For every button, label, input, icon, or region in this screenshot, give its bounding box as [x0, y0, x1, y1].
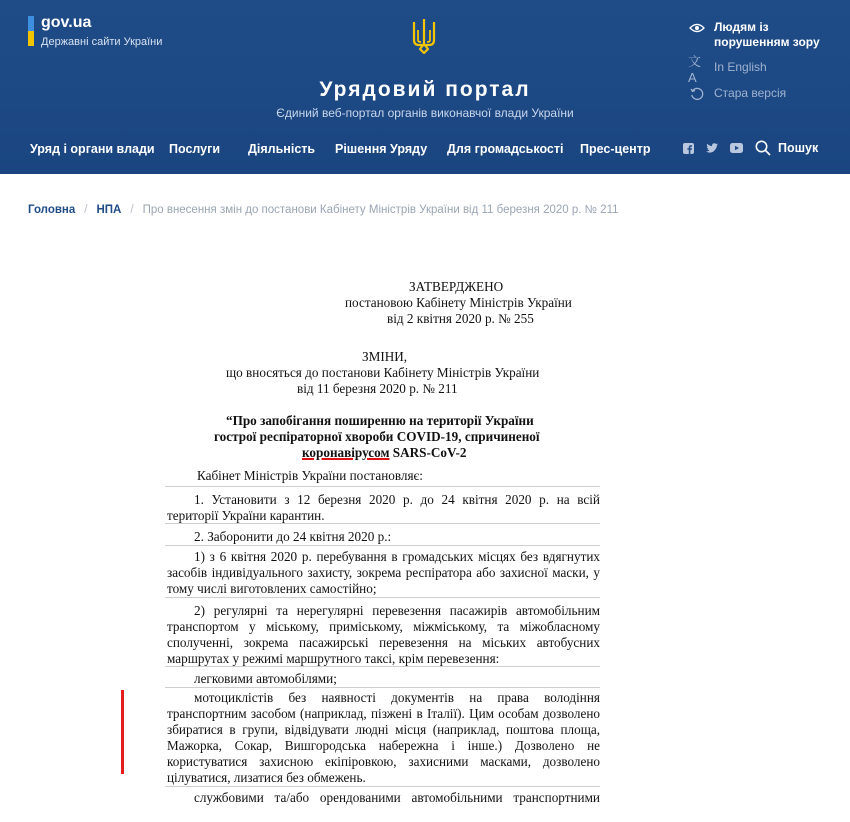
p2-text: 2. Заборонити до 24 квітня 2020 р.: [194, 529, 392, 544]
divider [165, 523, 600, 524]
moto-line-5: користуватися захисною екіпіровкою, захисними масками, дозволено [167, 754, 600, 769]
changes-title: ЗМІНИ, [362, 349, 408, 364]
intro-text: Кабінет Міністрів України постановляє: [197, 468, 423, 483]
p2-2-line-4: маршрутах у режимі маршрутного таксі, крім перевезення: [167, 651, 500, 666]
approved-label: ЗАТВЕРДЖЕНО [409, 279, 504, 294]
approved-by: постановою Кабінету Міністрів України [345, 295, 572, 310]
cars-text: легковими автомобілями; [194, 671, 337, 686]
heading-line-2: гострої респіраторної хвороби COVID-19, спричиненої [214, 429, 540, 444]
moto-line-2: транспортним засобом (наприклад, пізжені в Італії). Цим особам дозволено [167, 706, 600, 721]
moto-line-3: збиратися в групи, відвідувати людні місця (наприклад, поштова площа, [167, 722, 600, 737]
changes-line-1: що вносяться до постанови Кабінету Міністрів України [226, 365, 540, 380]
divider [165, 786, 600, 787]
changes-line-2: від 11 березня 2020 р. № 211 [297, 381, 458, 396]
nav-services[interactable]: Послуги [169, 142, 221, 156]
accessibility-label-line1: Людям із [714, 20, 769, 34]
divider [165, 597, 600, 598]
p1-line-1: 1. Установити з 12 березня 2020 р. до 24 квітня 2020 р. на всій [194, 492, 600, 507]
moto-line-6: цілуватися, лизатися без обмежень. [167, 770, 366, 785]
accessibility-label-line2: порушенням зору [714, 35, 820, 49]
p2-2-line-2: транспортом у міському, приміському, міжміському, та міжобласному [167, 619, 600, 634]
approved-date: від 2 квітня 2020 р. № 255 [387, 311, 534, 326]
gov-ua-title: gov.ua [41, 14, 92, 31]
p2-2-line-3: сполученні, зокрема пасажирські перевезення на міських автобусних [167, 635, 600, 650]
divider [165, 666, 600, 667]
moto-line-1: мотоциклістів без наявності документів на права володіння [194, 690, 600, 705]
annotation-red-bar [121, 690, 124, 774]
portal-title[interactable]: Урядовий портал [319, 78, 531, 101]
nav-activity[interactable]: Діяльність [248, 142, 316, 156]
nav-press[interactable]: Прес-центр [580, 142, 651, 156]
old-version-label: Стара версія [714, 86, 787, 100]
divider [165, 486, 600, 487]
translate-icon: 文A [688, 54, 702, 85]
p2-1-line-2: засобів індивідуального захисту, зокрема респіратора або захисної маски, у [167, 565, 600, 580]
search-label: Пошук [778, 141, 819, 155]
breadcrumb-npa[interactable]: НПА [96, 204, 122, 216]
p1-line-2: території України карантин. [167, 508, 325, 523]
nav-decisions[interactable]: Рішення Уряду [335, 142, 428, 156]
heading-line-3: коронавірусом SARS-CoV-2 [302, 445, 467, 460]
p2-1-line-3: тому числі виготовлених самостійно; [167, 581, 377, 596]
gov-ua-subtitle: Державні сайти України [41, 36, 163, 48]
breadcrumb: Головна / НПА / Про внесення змін до постанови Кабінету Міністрів України від 11 березня 2020 р. № 211 [28, 204, 619, 216]
p2-1-line-1: 1) з 6 квітня 2020 р. перебування в громадських місцях без вдягнутих [194, 549, 600, 564]
moto-line-4: Мажорка, Сокар, Вишгородська набережна і інше.) Дозволено не [167, 738, 600, 753]
nav-government[interactable]: Уряд і органи влади [30, 142, 155, 156]
portal-subtitle: Єдиний веб-портал органів виконавчої влади України [276, 106, 574, 120]
breadcrumb-current: Про внесення змін до постанови Кабінету Міністрів України від 11 березня 2020 р. № 211 [142, 204, 619, 216]
nav-public[interactable]: Для громадськості [447, 142, 564, 156]
english-label: In English [714, 60, 767, 74]
heading-line-1: “Про запобігання поширенню на території України [226, 413, 534, 428]
heading-underlined-word: коронавірусом [302, 445, 390, 460]
divider [165, 687, 600, 688]
service-line-1: службовими та/або орендованими автомобільними транспортними [194, 790, 600, 805]
p2-2-line-1: 2) регулярні та нерегулярні перевезення пасажирів автомобільним [194, 603, 600, 618]
breadcrumb-home[interactable]: Головна [28, 204, 76, 216]
divider [165, 545, 600, 546]
